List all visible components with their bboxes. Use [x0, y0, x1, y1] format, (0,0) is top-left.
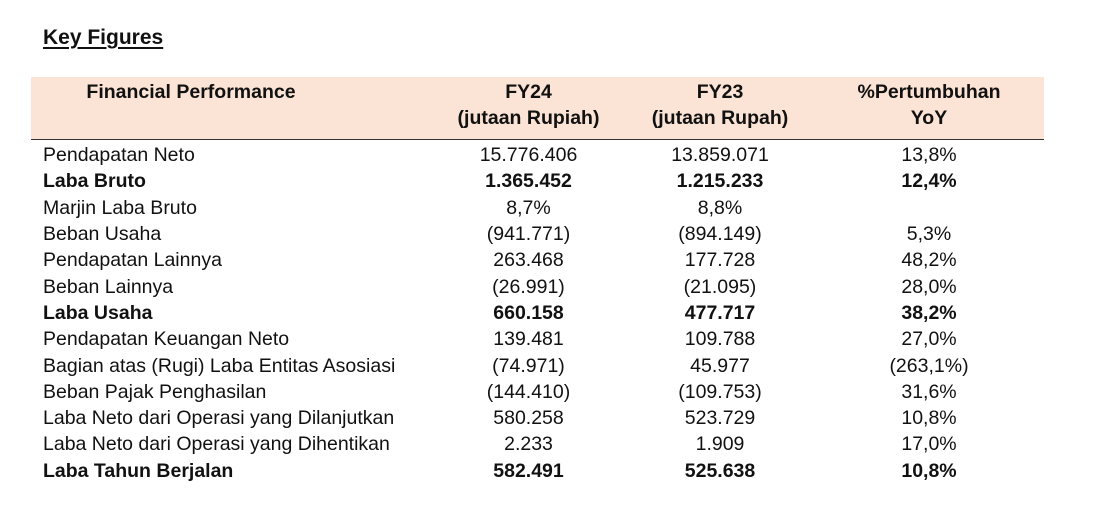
fy24-value: (144.410) — [486, 380, 571, 403]
fy23-value: 13.859.071 — [671, 144, 769, 167]
row-label: Laba Bruto — [43, 170, 146, 193]
table-row — [31, 140, 1044, 169]
table-row — [31, 352, 1044, 378]
fy23-value: 45.977 — [690, 354, 750, 377]
table-row — [31, 168, 1044, 194]
fy24-value: 2.233 — [504, 433, 553, 456]
table-row — [31, 195, 1044, 221]
fy23-value: 525.638 — [684, 459, 756, 482]
growth-value: 28,0% — [901, 275, 957, 298]
header-financial-performance: Financial Performance — [31, 77, 431, 140]
row-label: Beban Lainnya — [43, 275, 174, 298]
table-row — [31, 300, 1044, 326]
table-row — [31, 247, 1044, 273]
table-row — [31, 458, 1044, 484]
fy24-value: 582.491 — [493, 459, 564, 482]
fy23-value: 109.788 — [684, 328, 756, 351]
key-figures-table — [31, 77, 1044, 484]
row-label: Marjin Laba Bruto — [43, 196, 197, 219]
fy23-value: (109.753) — [678, 380, 762, 403]
header-growth-yoy: %Pertumbuhan YoY — [814, 77, 1044, 140]
row-label: Beban Usaha — [43, 223, 162, 246]
table-row — [31, 379, 1044, 405]
growth-value: 13,8% — [901, 144, 957, 167]
growth-value: 17,0% — [901, 433, 957, 456]
fy23-value: 1.215.233 — [676, 170, 764, 193]
growth-value: 27,0% — [901, 328, 957, 351]
fy24-value: (26.991) — [492, 275, 565, 298]
growth-value: 31,6% — [901, 380, 957, 403]
growth-value: 38,2% — [901, 301, 957, 324]
fy24-value: 660.158 — [493, 301, 564, 324]
fy24-value: 263.468 — [493, 249, 564, 272]
table-row — [31, 405, 1044, 431]
growth-value — [814, 195, 1044, 221]
header-row — [31, 77, 1044, 140]
row-label: Pendapatan Keuangan Neto — [43, 328, 290, 351]
row-label: Laba Usaha — [43, 301, 153, 324]
fy23-value: 8,8% — [697, 196, 743, 219]
growth-value: 48,2% — [901, 249, 957, 272]
fy23-value: 177.728 — [684, 249, 756, 272]
table-row — [31, 326, 1044, 352]
row-label: Laba Neto dari Operasi yang Dilanjutkan — [43, 407, 395, 430]
fy24-value: 139.481 — [493, 328, 564, 351]
row-label: Laba Neto dari Operasi yang Dihentikan — [43, 433, 390, 456]
header-fy23: FY23 (jutaan Rupah) — [626, 77, 814, 140]
growth-value: 10,8% — [901, 407, 957, 430]
row-label: Beban Pajak Penghasilan — [43, 380, 267, 403]
table-header — [31, 77, 1044, 140]
growth-value: (263,1%) — [889, 354, 969, 377]
fy23-value: (21.095) — [683, 275, 757, 298]
row-label: Pendapatan Neto — [43, 144, 195, 167]
fy24-value: 1.365.452 — [485, 170, 572, 193]
fy24-value: 15.776.406 — [479, 144, 578, 167]
fy24-value: 8,7% — [506, 196, 551, 219]
fy24-value: 580.258 — [493, 407, 564, 430]
row-label: Pendapatan Lainnya — [43, 249, 222, 272]
table-row — [31, 431, 1044, 457]
row-label: Laba Tahun Berjalan — [43, 459, 234, 482]
fy23-value: (894.149) — [678, 223, 762, 246]
page-title: Key Figures — [43, 26, 164, 49]
fy23-value: 523.729 — [684, 407, 756, 430]
growth-value: 10,8% — [901, 459, 957, 482]
header-fy24: FY24 (jutaan Rupiah) — [431, 77, 626, 140]
fy23-value: 477.717 — [684, 301, 756, 324]
growth-value: 5,3% — [906, 223, 952, 246]
fy24-value: (74.971) — [492, 354, 565, 377]
table-body — [31, 140, 1044, 484]
fy24-value: (941.771) — [486, 223, 571, 246]
table-row — [31, 221, 1044, 247]
table-row — [31, 273, 1044, 299]
growth-value: 12,4% — [901, 170, 957, 193]
row-label: Bagian atas (Rugi) Laba Entitas Asosiasi — [43, 354, 396, 377]
fy23-value: 1.909 — [695, 433, 745, 456]
